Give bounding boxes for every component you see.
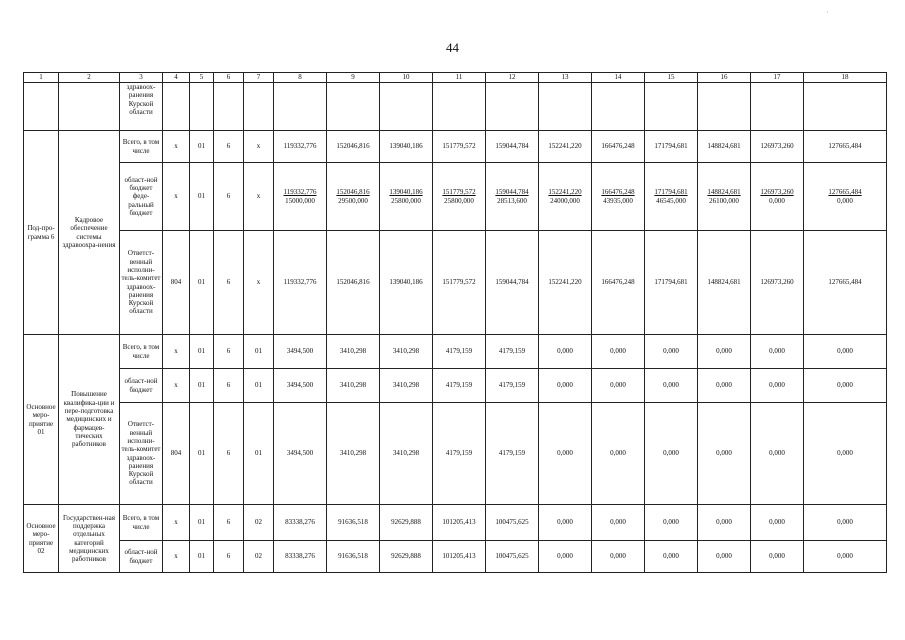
- code-om: 02: [244, 505, 274, 541]
- amount-value: 3494,500: [274, 403, 327, 505]
- code-om: 01: [244, 403, 274, 505]
- amount-value: 126973,260: [751, 231, 804, 335]
- amount-cell: [592, 163, 645, 231]
- funding-source: Всего, в том числе: [120, 131, 163, 163]
- amount-value: 100475,625: [486, 505, 539, 541]
- amount-value: 119332,776: [274, 231, 327, 335]
- funding-source: здравоох-ранения Курской области: [120, 83, 163, 131]
- amount-value: 3410,298: [380, 369, 433, 403]
- funding-source: област-ной бюджет: [120, 541, 163, 573]
- amount-value: 0,000: [592, 505, 645, 541]
- amount-value: 0,000: [804, 335, 887, 369]
- amount-value: 159044,784: [495, 188, 529, 197]
- funding-source: Ответст-венный исполни-тель-комитет здравоох-ранения Курской области: [120, 403, 163, 505]
- column-number: 7: [244, 73, 274, 83]
- empty-cell: [163, 83, 190, 131]
- program-name: Повышение квалифика-ции и пере-подготовка медицинских и фармацев-тических работников: [59, 335, 120, 505]
- table-row: [24, 163, 887, 231]
- table-row: [24, 403, 887, 505]
- empty-cell: [698, 83, 751, 131]
- table-row: [24, 335, 887, 369]
- amount-cell: [380, 163, 433, 231]
- amount-value: 159044,784: [486, 131, 539, 163]
- code-om: х: [244, 131, 274, 163]
- amount-value: 4179,159: [433, 403, 486, 505]
- amount-value: 91636,518: [327, 505, 380, 541]
- amount-value: 0,000: [698, 335, 751, 369]
- amount-cell: [539, 163, 592, 231]
- amount-value: 92629,888: [380, 505, 433, 541]
- amount-value: 4179,159: [433, 369, 486, 403]
- table-row: [24, 369, 887, 403]
- column-number: 2: [59, 73, 120, 83]
- code-pgp: 6: [214, 163, 244, 231]
- column-number: 5: [190, 73, 214, 83]
- amount-value: 0,000: [539, 541, 592, 573]
- column-number: 4: [163, 73, 190, 83]
- amount-value: 139040,186: [389, 188, 423, 197]
- amount-value: 126973,260: [751, 131, 804, 163]
- amount-value: 127665,484: [804, 231, 887, 335]
- empty-cell: [190, 83, 214, 131]
- amount-cell: [645, 163, 698, 231]
- code-om: х: [244, 163, 274, 231]
- page-number: 44: [446, 40, 459, 55]
- budget-table: [23, 72, 887, 573]
- funding-source: Всего, в том числе: [120, 335, 163, 369]
- amount-value: 101205,413: [433, 541, 486, 573]
- empty-cell: [539, 83, 592, 131]
- code-pgp: 6: [214, 131, 244, 163]
- column-number: 14: [592, 73, 645, 83]
- amount-value: 127665,484: [828, 188, 862, 197]
- amount-value-secondary: 28513,600: [497, 196, 527, 205]
- empty-cell: [274, 83, 327, 131]
- amount-value-secondary: 29500,000: [338, 196, 368, 205]
- amount-value: 0,000: [539, 335, 592, 369]
- amount-cell: [486, 163, 539, 231]
- column-number: 15: [645, 73, 698, 83]
- table-row: [24, 131, 887, 163]
- code-gp: 01: [190, 541, 214, 573]
- amount-value-secondary: 46545,000: [656, 196, 686, 205]
- column-number: 18: [804, 73, 887, 83]
- table-row: [24, 541, 887, 573]
- amount-value: 0,000: [539, 505, 592, 541]
- code-grbs: 804: [163, 403, 190, 505]
- amount-value: 0,000: [698, 369, 751, 403]
- table-row: [24, 83, 887, 131]
- amount-value: 152241,220: [548, 188, 582, 197]
- amount-value-secondary: 24000,000: [550, 196, 580, 205]
- funding-source: Ответст-венный исполни-тель-комитет здравоох-ранения Курской области: [120, 231, 163, 335]
- table-row: [24, 505, 887, 541]
- amount-value: 91636,518: [327, 541, 380, 573]
- amount-value: 0,000: [592, 541, 645, 573]
- amount-value: 3410,298: [327, 335, 380, 369]
- amount-value: 119332,776: [283, 188, 317, 197]
- empty-cell: [59, 83, 120, 131]
- code-grbs: 804: [163, 231, 190, 335]
- funding-source: Всего, в том числе: [120, 505, 163, 541]
- amount-value: 0,000: [751, 541, 804, 573]
- program-label: Основное меро-приятие 02: [24, 505, 59, 573]
- amount-cell: [804, 163, 887, 231]
- amount-value: 3494,500: [274, 335, 327, 369]
- amount-value: 101205,413: [433, 505, 486, 541]
- column-number: 8: [274, 73, 327, 83]
- amount-value: 0,000: [698, 403, 751, 505]
- code-grbs: х: [163, 369, 190, 403]
- empty-cell: [380, 83, 433, 131]
- amount-value-secondary: 0,000: [837, 196, 853, 205]
- funding-source: област-ной бюджет феде-ральный бюджет: [120, 163, 163, 231]
- amount-value: 151779,572: [433, 231, 486, 335]
- amount-value: 0,000: [751, 369, 804, 403]
- amount-value: 171794,681: [654, 188, 688, 197]
- amount-value-secondary: 26100,000: [709, 196, 739, 205]
- amount-value: 171794,681: [645, 231, 698, 335]
- amount-cell: [433, 163, 486, 231]
- code-grbs: х: [163, 163, 190, 231]
- code-om: 01: [244, 369, 274, 403]
- column-number: 11: [433, 73, 486, 83]
- empty-cell: [645, 83, 698, 131]
- code-grbs: х: [163, 541, 190, 573]
- code-gp: 01: [190, 403, 214, 505]
- code-pgp: 6: [214, 505, 244, 541]
- column-number: 12: [486, 73, 539, 83]
- amount-value: 4179,159: [433, 335, 486, 369]
- amount-cell: [751, 163, 804, 231]
- amount-value: 119332,776: [274, 131, 327, 163]
- amount-value: 0,000: [592, 369, 645, 403]
- amount-value: 166476,248: [592, 131, 645, 163]
- amount-value: 171794,681: [645, 131, 698, 163]
- code-gp: 01: [190, 335, 214, 369]
- code-om: 01: [244, 335, 274, 369]
- code-om: 02: [244, 541, 274, 573]
- amount-cell: [274, 163, 327, 231]
- amount-value: 151779,572: [442, 188, 476, 197]
- scan-dot: ·: [826, 8, 829, 17]
- amount-value: 148824,681: [707, 188, 741, 197]
- column-number: 10: [380, 73, 433, 83]
- amount-value: 139040,186: [380, 231, 433, 335]
- table-row: [24, 231, 887, 335]
- amount-value: 4179,159: [486, 335, 539, 369]
- amount-value: 0,000: [698, 505, 751, 541]
- amount-value-secondary: 25800,000: [444, 196, 474, 205]
- amount-value: 148824,681: [698, 131, 751, 163]
- amount-value: 100475,625: [486, 541, 539, 573]
- amount-value: 4179,159: [486, 369, 539, 403]
- empty-cell: [214, 83, 244, 131]
- empty-cell: [486, 83, 539, 131]
- amount-value: 139040,186: [380, 131, 433, 163]
- column-number: 6: [214, 73, 244, 83]
- code-gp: 01: [190, 163, 214, 231]
- amount-value: 0,000: [539, 369, 592, 403]
- amount-value: 166476,248: [592, 231, 645, 335]
- amount-value: 159044,784: [486, 231, 539, 335]
- column-number: 17: [751, 73, 804, 83]
- amount-value: 0,000: [645, 541, 698, 573]
- amount-value: 0,000: [751, 505, 804, 541]
- empty-cell: [244, 83, 274, 131]
- amount-value: 83338,276: [274, 541, 327, 573]
- amount-value: 92629,888: [380, 541, 433, 573]
- amount-value: 0,000: [645, 505, 698, 541]
- code-gp: 01: [190, 505, 214, 541]
- amount-value: 0,000: [592, 403, 645, 505]
- column-number: 16: [698, 73, 751, 83]
- program-name: Кадровое обеспечение системы здравоохра-нения: [59, 131, 120, 335]
- amount-value-secondary: 25800,000: [391, 196, 421, 205]
- amount-value: 3410,298: [380, 335, 433, 369]
- amount-value: 151779,572: [433, 131, 486, 163]
- amount-value: 3410,298: [327, 369, 380, 403]
- amount-value: 0,000: [804, 403, 887, 505]
- amount-value: 127665,484: [804, 131, 887, 163]
- empty-cell: [24, 83, 59, 131]
- code-om: х: [244, 231, 274, 335]
- amount-cell: [327, 163, 380, 231]
- amount-value: 0,000: [645, 369, 698, 403]
- column-number: 9: [327, 73, 380, 83]
- code-pgp: 6: [214, 403, 244, 505]
- empty-cell: [804, 83, 887, 131]
- amount-value: 0,000: [804, 541, 887, 573]
- amount-value: 0,000: [804, 369, 887, 403]
- column-number: 13: [539, 73, 592, 83]
- code-gp: 01: [190, 131, 214, 163]
- program-name: Государствен-ная поддержка отдельных категорий медицинских работников: [59, 505, 120, 573]
- amount-value: 3410,298: [380, 403, 433, 505]
- code-pgp: 6: [214, 541, 244, 573]
- code-gp: 01: [190, 369, 214, 403]
- amount-value: 152046,816: [327, 131, 380, 163]
- amount-value: 0,000: [751, 403, 804, 505]
- amount-value: 0,000: [592, 335, 645, 369]
- empty-cell: [327, 83, 380, 131]
- code-grbs: х: [163, 505, 190, 541]
- amount-value: 0,000: [539, 403, 592, 505]
- amount-cell: [698, 163, 751, 231]
- amount-value: 0,000: [751, 335, 804, 369]
- amount-value: 3494,500: [274, 369, 327, 403]
- amount-value: 0,000: [698, 541, 751, 573]
- header-row: [24, 73, 887, 83]
- amount-value: 126973,260: [760, 188, 794, 197]
- program-label: Основное меро-приятие 01: [24, 335, 59, 505]
- amount-value: 0,000: [804, 505, 887, 541]
- code-gp: 01: [190, 231, 214, 335]
- amount-value: 148824,681: [698, 231, 751, 335]
- amount-value: 3410,298: [327, 403, 380, 505]
- code-pgp: 6: [214, 335, 244, 369]
- amount-value-secondary: 0,000: [769, 196, 785, 205]
- amount-value: 166476,248: [601, 188, 635, 197]
- amount-value: 152241,220: [539, 131, 592, 163]
- code-grbs: х: [163, 131, 190, 163]
- code-pgp: 6: [214, 231, 244, 335]
- amount-value: 152046,816: [336, 188, 370, 197]
- amount-value-secondary: 43935,000: [603, 196, 633, 205]
- column-number: 1: [24, 73, 59, 83]
- empty-cell: [592, 83, 645, 131]
- empty-cell: [433, 83, 486, 131]
- amount-value: 83338,276: [274, 505, 327, 541]
- amount-value: 0,000: [645, 403, 698, 505]
- code-pgp: 6: [214, 369, 244, 403]
- amount-value: 152046,816: [327, 231, 380, 335]
- amount-value: 0,000: [645, 335, 698, 369]
- amount-value-secondary: 15000,000: [285, 196, 315, 205]
- column-number: 3: [120, 73, 163, 83]
- amount-value: 152241,220: [539, 231, 592, 335]
- funding-source: област-ной бюджет: [120, 369, 163, 403]
- empty-cell: [751, 83, 804, 131]
- code-grbs: х: [163, 335, 190, 369]
- program-label: Под-про-грамма 6: [24, 131, 59, 335]
- amount-value: 4179,159: [486, 403, 539, 505]
